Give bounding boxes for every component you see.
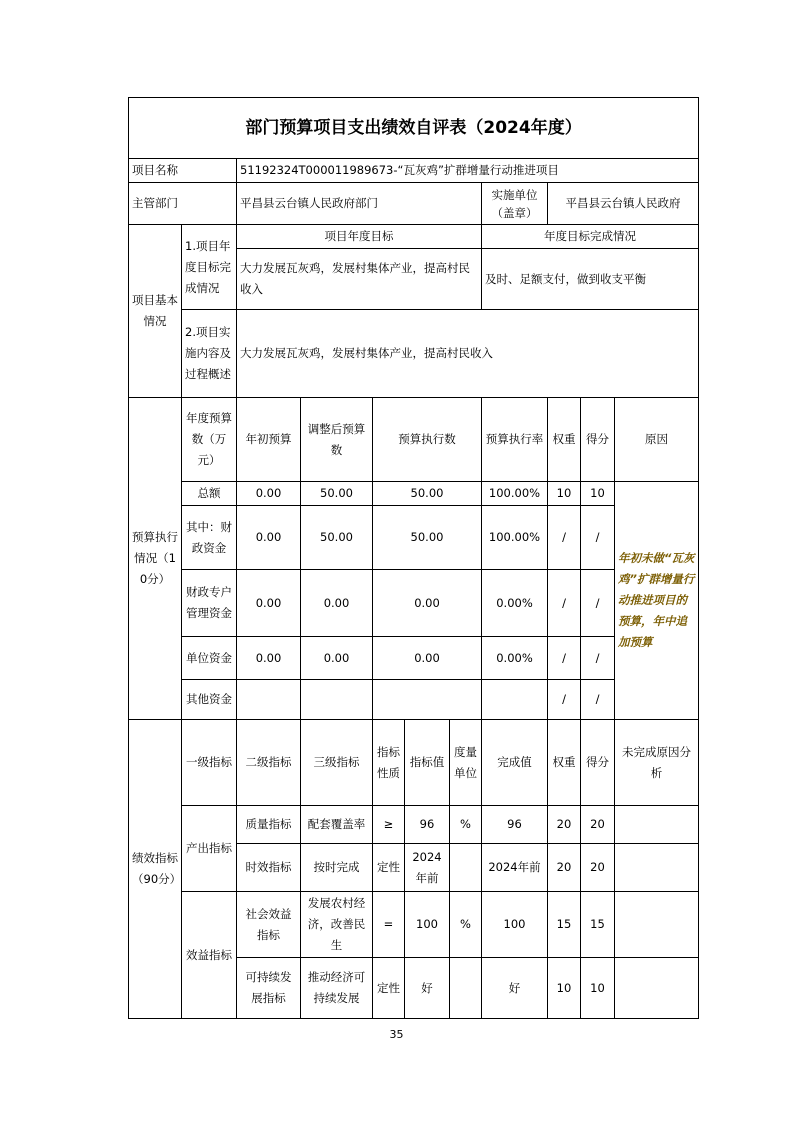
cell: 50.00	[373, 482, 482, 506]
cell: 100.00%	[482, 482, 548, 506]
budget-header: 得分	[581, 398, 615, 482]
cell: 发展农村经济，改善民生	[301, 892, 373, 958]
cell: 0.00	[301, 637, 373, 680]
perf-row	[129, 806, 699, 844]
cell: 100.00%	[482, 506, 548, 570]
perf-group: 效益指标	[182, 892, 237, 1019]
cell	[615, 806, 699, 844]
perf-group: 产出指标	[182, 806, 237, 892]
dept-label: 主管部门	[129, 183, 237, 225]
cell: 配套覆盖率	[301, 806, 373, 844]
basic-item1: 1.项目年度目标完成情况	[182, 225, 237, 310]
budget-row	[129, 570, 699, 637]
cell	[373, 680, 482, 720]
cell: 2024年前	[482, 844, 548, 892]
cell: 0.00	[373, 570, 482, 637]
cell: %	[450, 806, 482, 844]
cell: 50.00	[301, 506, 373, 570]
dept: 平昌县云台镇人民政府部门	[237, 183, 482, 225]
cell: 质量指标	[237, 806, 301, 844]
perf-header: 二级指标	[237, 720, 301, 806]
cell: 100	[405, 892, 450, 958]
perf-header: 得分	[581, 720, 615, 806]
budget-row	[129, 482, 699, 506]
cell: %	[450, 892, 482, 958]
perf-header: 度量单位	[450, 720, 482, 806]
cell	[482, 680, 548, 720]
cell: 10	[548, 482, 581, 506]
cell: 可持续发展指标	[237, 958, 301, 1019]
perf-header: 指标值	[405, 720, 450, 806]
budget-row	[129, 637, 699, 680]
cell: 财政专户管理资金	[182, 570, 237, 637]
goal-header: 项目年度目标	[237, 225, 482, 249]
perf-header: 权重	[548, 720, 581, 806]
project-name-label: 项目名称	[129, 159, 237, 183]
cell: 0.00%	[482, 637, 548, 680]
cell: /	[548, 506, 581, 570]
budget-header: 权重	[548, 398, 581, 482]
budget-header: 调整后预算数	[301, 398, 373, 482]
cell: 按时完成	[301, 844, 373, 892]
cell: /	[581, 506, 615, 570]
content-text: 大力发展瓦灰鸡，发展村集体产业，提高村民收入	[237, 310, 699, 398]
budget-header: 原因	[615, 398, 699, 482]
cell	[450, 844, 482, 892]
cell: 20	[581, 844, 615, 892]
cell: 0.00	[237, 482, 301, 506]
self-evaluation-table	[128, 97, 699, 1019]
budget-header: 年初预算	[237, 398, 301, 482]
budget-label: 预算执行情况（10分）	[129, 398, 182, 720]
budget-row	[129, 680, 699, 720]
cell: 10	[581, 482, 615, 506]
cell	[615, 958, 699, 1019]
cell: 10	[581, 958, 615, 1019]
done-header: 年度目标完成情况	[482, 225, 699, 249]
cell: /	[548, 570, 581, 637]
cell: /	[581, 570, 615, 637]
done-text: 及时、足额支付，做到收支平衡	[482, 249, 699, 310]
cell	[450, 958, 482, 1019]
cell	[301, 680, 373, 720]
cell: 0.00	[237, 570, 301, 637]
cell: 0.00	[301, 570, 373, 637]
cell: /	[581, 680, 615, 720]
goal-text: 大力发展瓦灰鸡，发展村集体产业，提高村民收入	[237, 249, 482, 310]
perf-header: 指标性质	[373, 720, 405, 806]
cell: =	[373, 892, 405, 958]
cell: /	[581, 637, 615, 680]
cell: 15	[548, 892, 581, 958]
cell: 0.00	[237, 637, 301, 680]
cell: 单位资金	[182, 637, 237, 680]
perf-row	[129, 892, 699, 958]
cell: 时效指标	[237, 844, 301, 892]
cell: 其中：财政资金	[182, 506, 237, 570]
cell: 总额	[182, 482, 237, 506]
project-name: 51192324T000011989673-“瓦灰鸡”扩群增量行动推进项目	[237, 159, 699, 183]
perf-header: 完成值	[482, 720, 548, 806]
basic-label: 项目基本情况	[129, 225, 182, 398]
budget-row	[129, 506, 699, 570]
budget-header: 年度预算数（万元）	[182, 398, 237, 482]
page-title: 部门预算项目支出绩效自评表（2024年度）	[129, 98, 699, 159]
cell: 10	[548, 958, 581, 1019]
cell: ≥	[373, 806, 405, 844]
cell: /	[548, 680, 581, 720]
cell: 100	[482, 892, 548, 958]
budget-header: 预算执行率	[482, 398, 548, 482]
cell: 20	[581, 806, 615, 844]
cell: 好	[405, 958, 450, 1019]
cell: 15	[581, 892, 615, 958]
perf-header: 三级指标	[301, 720, 373, 806]
budget-reason: 年初未做“瓦灰鸡”扩群增量行动推进项目的预算，年中追加预算	[615, 482, 699, 720]
cell: 0.00%	[482, 570, 548, 637]
basic-item2: 2.项目实施内容及过程概述	[182, 310, 237, 398]
cell: 0.00	[237, 506, 301, 570]
cell	[615, 892, 699, 958]
cell: 好	[482, 958, 548, 1019]
cell: 96	[482, 806, 548, 844]
perf-header: 未完成原因分析	[615, 720, 699, 806]
cell: 20	[548, 806, 581, 844]
cell	[237, 680, 301, 720]
cell: /	[548, 637, 581, 680]
unit: 平昌县云台镇人民政府	[548, 183, 699, 225]
budget-header: 预算执行数	[373, 398, 482, 482]
page-number: 35	[389, 1028, 404, 1041]
cell: 其他资金	[182, 680, 237, 720]
cell: 推动经济可持续发展	[301, 958, 373, 1019]
perf-header: 一级指标	[182, 720, 237, 806]
perf-label: 绩效指标（90分）	[129, 720, 182, 1019]
cell: 定性	[373, 844, 405, 892]
cell: 2024年前	[405, 844, 450, 892]
cell	[615, 844, 699, 892]
unit-label: 实施单位（盖章）	[482, 183, 548, 225]
cell: 社会效益指标	[237, 892, 301, 958]
cell: 50.00	[301, 482, 373, 506]
cell: 96	[405, 806, 450, 844]
cell: 定性	[373, 958, 405, 1019]
cell: 0.00	[373, 637, 482, 680]
cell: 20	[548, 844, 581, 892]
cell: 50.00	[373, 506, 482, 570]
